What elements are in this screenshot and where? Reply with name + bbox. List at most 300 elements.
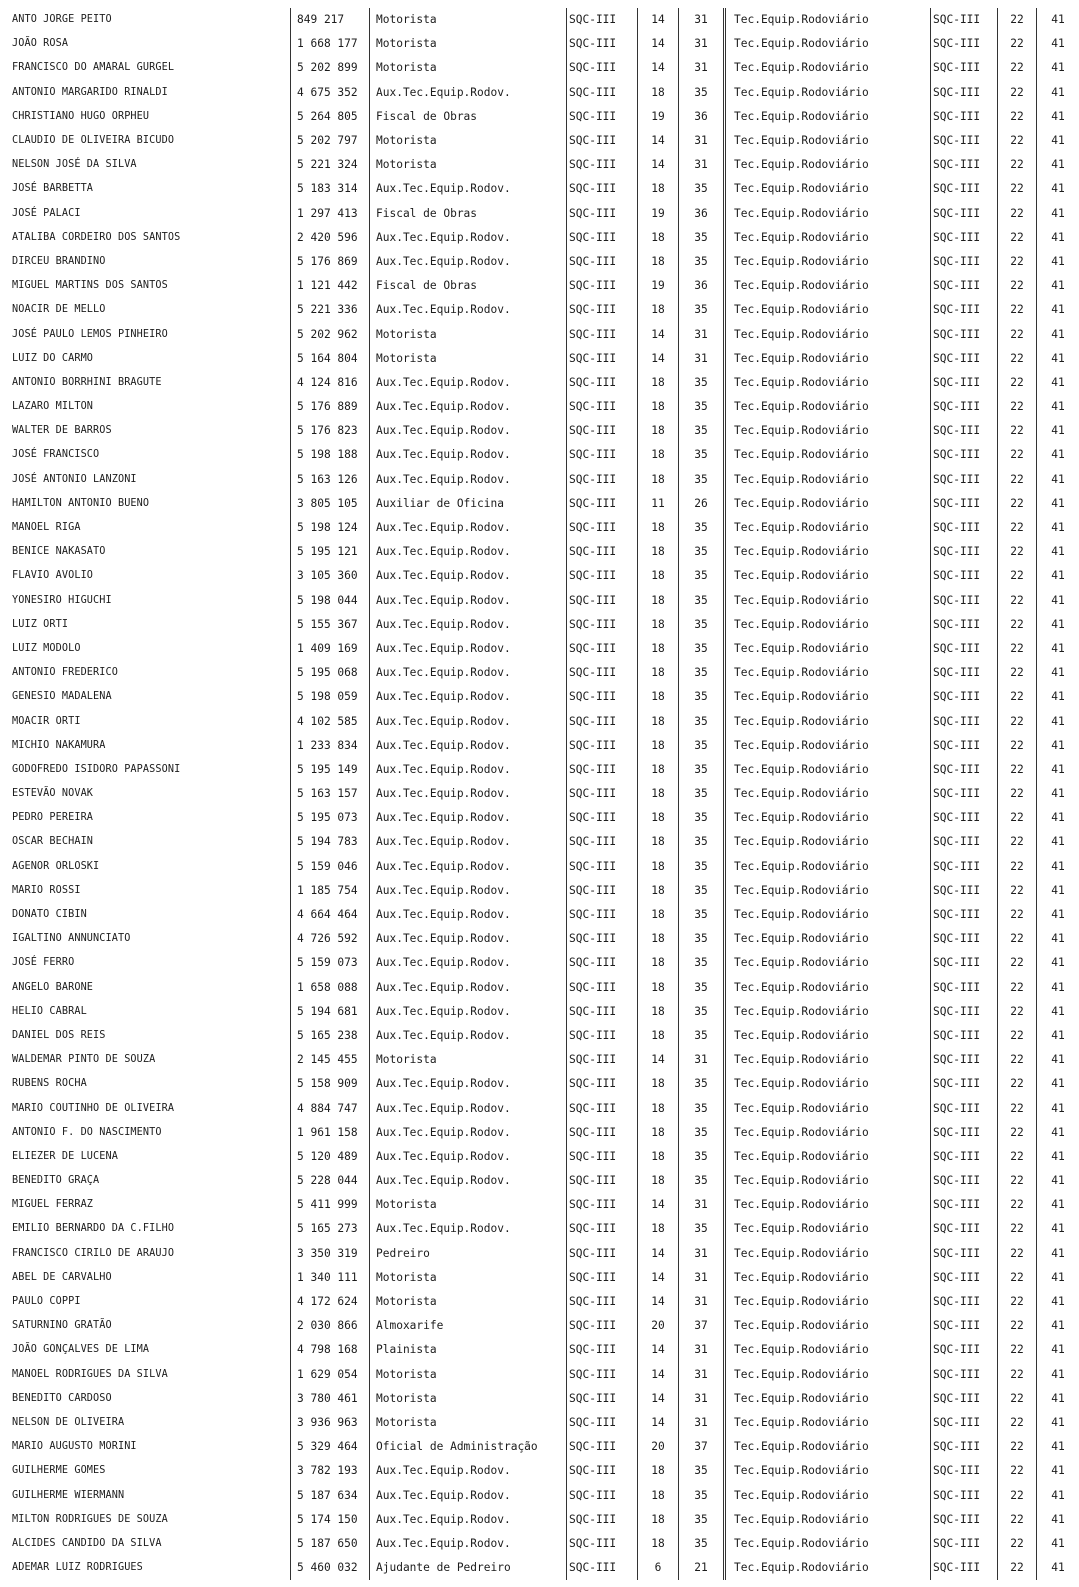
new-level: 41 — [1037, 637, 1079, 661]
current-level: 35 — [679, 806, 725, 830]
current-position: Aux.Tec.Equip.Rodov. — [370, 1000, 567, 1024]
new-position: Tec.Equip.Rodoviário — [725, 1169, 931, 1193]
current-table-ref: SQC-III — [567, 1556, 638, 1580]
new-level: 41 — [1037, 903, 1079, 927]
new-table-ref: SQC-III — [931, 177, 998, 201]
new-position: Tec.Equip.Rodoviário — [725, 1338, 931, 1362]
new-table-ref: SQC-III — [931, 347, 998, 371]
new-grade: 22 — [998, 492, 1037, 516]
current-position: Aux.Tec.Equip.Rodov. — [370, 855, 567, 879]
current-level: 35 — [679, 1483, 725, 1507]
new-level: 41 — [1037, 1169, 1079, 1193]
registration-number: 5 198 188 — [291, 443, 370, 467]
new-position: Tec.Equip.Rodoviário — [725, 274, 931, 298]
new-position: Tec.Equip.Rodoviário — [725, 8, 931, 32]
current-level: 35 — [679, 468, 725, 492]
current-position: Aux.Tec.Equip.Rodov. — [370, 879, 567, 903]
new-table-ref: SQC-III — [931, 395, 998, 419]
new-position: Tec.Equip.Rodoviário — [725, 1217, 931, 1241]
servant-name: ANTONIO FREDERICO — [12, 667, 118, 679]
current-level: 36 — [679, 202, 725, 226]
new-table-ref: SQC-III — [931, 951, 998, 975]
current-level: 31 — [679, 153, 725, 177]
current-level: 35 — [679, 1508, 725, 1532]
table-row — [0, 274, 1079, 298]
registration-number: 1 233 834 — [291, 734, 370, 758]
new-grade: 22 — [998, 1193, 1037, 1217]
new-table-ref: SQC-III — [931, 1363, 998, 1387]
current-table-ref: SQC-III — [567, 540, 638, 564]
new-grade: 22 — [998, 443, 1037, 467]
new-level: 41 — [1037, 298, 1079, 322]
current-table-ref: SQC-III — [567, 1242, 638, 1266]
current-position: Aux.Tec.Equip.Rodov. — [370, 709, 567, 733]
registration-number: 5 183 314 — [291, 177, 370, 201]
current-grade: 18 — [638, 855, 679, 879]
current-position: Aux.Tec.Equip.Rodov. — [370, 1217, 567, 1241]
servant-name: MILTON RODRIGUES DE SOUZA — [12, 1513, 168, 1525]
current-table-ref: SQC-III — [567, 419, 638, 443]
current-position: Aux.Tec.Equip.Rodov. — [370, 1508, 567, 1532]
current-table-ref: SQC-III — [567, 81, 638, 105]
current-grade: 18 — [638, 1508, 679, 1532]
new-grade: 22 — [998, 1314, 1037, 1338]
current-level: 35 — [679, 419, 725, 443]
servant-name: AGENOR ORLOSKI — [12, 860, 100, 872]
current-position: Aux.Tec.Equip.Rodov. — [370, 782, 567, 806]
current-grade: 18 — [638, 395, 679, 419]
current-grade: 18 — [638, 758, 679, 782]
new-table-ref: SQC-III — [931, 685, 998, 709]
current-level: 35 — [679, 1145, 725, 1169]
new-grade: 22 — [998, 1508, 1037, 1532]
current-level: 21 — [679, 1556, 725, 1580]
current-table-ref: SQC-III — [567, 564, 638, 588]
new-grade: 22 — [998, 903, 1037, 927]
current-grade: 14 — [638, 1048, 679, 1072]
current-level: 31 — [679, 1193, 725, 1217]
current-position: Motorista — [370, 1048, 567, 1072]
registration-number: 5 164 804 — [291, 347, 370, 371]
new-position: Tec.Equip.Rodoviário — [725, 879, 931, 903]
current-grade: 18 — [638, 1072, 679, 1096]
current-grade: 19 — [638, 105, 679, 129]
servant-name: JOSÉ FRANCISCO — [12, 449, 100, 461]
current-level: 31 — [679, 1048, 725, 1072]
registration-number: 5 155 367 — [291, 613, 370, 637]
current-level: 36 — [679, 105, 725, 129]
table-row — [0, 1217, 1079, 1241]
registration-number: 3 782 193 — [291, 1459, 370, 1483]
new-table-ref: SQC-III — [931, 1387, 998, 1411]
new-position: Tec.Equip.Rodoviário — [725, 589, 931, 613]
current-grade: 14 — [638, 8, 679, 32]
current-level: 35 — [679, 1169, 725, 1193]
current-level: 35 — [679, 709, 725, 733]
current-grade: 19 — [638, 274, 679, 298]
current-position: Motorista — [370, 56, 567, 80]
current-grade: 18 — [638, 177, 679, 201]
current-table-ref: SQC-III — [567, 879, 638, 903]
current-table-ref: SQC-III — [567, 298, 638, 322]
new-position: Tec.Equip.Rodoviário — [725, 226, 931, 250]
registration-number: 4 664 464 — [291, 903, 370, 927]
new-level: 41 — [1037, 1217, 1079, 1241]
current-table-ref: SQC-III — [567, 443, 638, 467]
new-position: Tec.Equip.Rodoviário — [725, 1459, 931, 1483]
new-grade: 22 — [998, 1024, 1037, 1048]
servant-name: GENESIO MADALENA — [12, 691, 112, 703]
new-level: 41 — [1037, 492, 1079, 516]
current-table-ref: SQC-III — [567, 927, 638, 951]
current-grade: 14 — [638, 1363, 679, 1387]
table-row — [0, 1387, 1079, 1411]
new-table-ref: SQC-III — [931, 589, 998, 613]
current-table-ref: SQC-III — [567, 177, 638, 201]
servant-name: FRANCISCO CIRILO DE ARAUJO — [12, 1247, 175, 1259]
servant-name: YONESIRO HIGUCHI — [12, 594, 112, 606]
servant-name: MIGUEL MARTINS DOS SANTOS — [12, 280, 168, 292]
table-row — [0, 1459, 1079, 1483]
new-table-ref: SQC-III — [931, 1532, 998, 1556]
table-row — [0, 879, 1079, 903]
new-level: 41 — [1037, 1556, 1079, 1580]
new-level: 41 — [1037, 153, 1079, 177]
servant-name: MIGUEL FERRAZ — [12, 1199, 94, 1211]
current-position: Almoxarife — [370, 1314, 567, 1338]
table-row — [0, 1266, 1079, 1290]
new-position: Tec.Equip.Rodoviário — [725, 1556, 931, 1580]
current-level: 35 — [679, 1459, 725, 1483]
servant-name: CHRISTIANO HUGO ORPHEU — [12, 110, 150, 122]
current-table-ref: SQC-III — [567, 250, 638, 274]
new-table-ref: SQC-III — [931, 202, 998, 226]
servant-name: JOSÉ BARBETTA — [12, 183, 94, 195]
new-table-ref: SQC-III — [931, 1096, 998, 1120]
new-grade: 22 — [998, 1459, 1037, 1483]
registration-number: 5 202 899 — [291, 56, 370, 80]
new-table-ref: SQC-III — [931, 758, 998, 782]
registration-number: 5 194 681 — [291, 1000, 370, 1024]
new-position: Tec.Equip.Rodoviário — [725, 153, 931, 177]
registration-number: 1 409 169 — [291, 637, 370, 661]
new-level: 41 — [1037, 274, 1079, 298]
new-table-ref: SQC-III — [931, 468, 998, 492]
servant-name: ANTONIO BORRHINI BRAGUTE — [12, 376, 162, 388]
new-position: Tec.Equip.Rodoviário — [725, 322, 931, 346]
servant-name: WALTER DE BARROS — [12, 425, 112, 437]
new-grade: 22 — [998, 153, 1037, 177]
table-row — [0, 347, 1079, 371]
new-grade: 22 — [998, 1290, 1037, 1314]
new-grade: 22 — [998, 1242, 1037, 1266]
current-position: Aux.Tec.Equip.Rodov. — [370, 516, 567, 540]
current-table-ref: SQC-III — [567, 1508, 638, 1532]
current-table-ref: SQC-III — [567, 395, 638, 419]
current-position: Aux.Tec.Equip.Rodov. — [370, 903, 567, 927]
new-grade: 22 — [998, 1000, 1037, 1024]
servant-name: FRANCISCO DO AMARAL GURGEL — [12, 62, 175, 74]
new-grade: 22 — [998, 782, 1037, 806]
new-position: Tec.Equip.Rodoviário — [725, 734, 931, 758]
servant-name: BENICE NAKASATO — [12, 546, 106, 558]
current-grade: 18 — [638, 613, 679, 637]
new-position: Tec.Equip.Rodoviário — [725, 782, 931, 806]
servant-name: GUILHERME WIERMANN — [12, 1489, 125, 1501]
table-row — [0, 1532, 1079, 1556]
new-table-ref: SQC-III — [931, 516, 998, 540]
new-level: 41 — [1037, 613, 1079, 637]
new-table-ref: SQC-III — [931, 1483, 998, 1507]
current-level: 35 — [679, 758, 725, 782]
new-level: 41 — [1037, 758, 1079, 782]
new-level: 41 — [1037, 879, 1079, 903]
registration-number: 5 411 999 — [291, 1193, 370, 1217]
registration-number: 5 195 149 — [291, 758, 370, 782]
current-position: Aux.Tec.Equip.Rodov. — [370, 685, 567, 709]
current-level: 35 — [679, 830, 725, 854]
registration-number: 5 198 124 — [291, 516, 370, 540]
new-table-ref: SQC-III — [931, 830, 998, 854]
current-table-ref: SQC-III — [567, 1048, 638, 1072]
current-table-ref: SQC-III — [567, 951, 638, 975]
current-table-ref: SQC-III — [567, 129, 638, 153]
current-position: Motorista — [370, 1193, 567, 1217]
current-grade: 19 — [638, 202, 679, 226]
new-position: Tec.Equip.Rodoviário — [725, 903, 931, 927]
current-level: 31 — [679, 347, 725, 371]
current-grade: 18 — [638, 1024, 679, 1048]
table-row — [0, 855, 1079, 879]
table-row — [0, 1242, 1079, 1266]
servant-name: ESTEVÃO NOVAK — [12, 788, 94, 800]
new-table-ref: SQC-III — [931, 105, 998, 129]
registration-number: 4 124 816 — [291, 371, 370, 395]
current-grade: 18 — [638, 782, 679, 806]
current-grade: 18 — [638, 1145, 679, 1169]
servant-name: NELSON DE OLIVEIRA — [12, 1416, 125, 1428]
current-table-ref: SQC-III — [567, 1121, 638, 1145]
new-level: 41 — [1037, 1387, 1079, 1411]
current-position: Motorista — [370, 8, 567, 32]
current-level: 35 — [679, 589, 725, 613]
registration-number: 849 217 — [291, 8, 370, 32]
new-position: Tec.Equip.Rodoviário — [725, 32, 931, 56]
new-level: 41 — [1037, 1363, 1079, 1387]
servant-name: ANTONIO MARGARIDO RINALDI — [12, 86, 168, 98]
current-table-ref: SQC-III — [567, 1435, 638, 1459]
new-table-ref: SQC-III — [931, 1024, 998, 1048]
new-table-ref: SQC-III — [931, 1145, 998, 1169]
current-grade: 18 — [638, 443, 679, 467]
new-level: 41 — [1037, 8, 1079, 32]
servant-name: IGALTINO ANNUNCIATO — [12, 933, 131, 945]
registration-number: 5 202 962 — [291, 322, 370, 346]
current-position: Ajudante de Pedreiro — [370, 1556, 567, 1580]
new-table-ref: SQC-III — [931, 1242, 998, 1266]
servant-name: DONATO CIBIN — [12, 909, 87, 921]
servant-name: JOÃO ROSA — [12, 38, 69, 50]
new-position: Tec.Equip.Rodoviário — [725, 1072, 931, 1096]
new-level: 41 — [1037, 322, 1079, 346]
new-table-ref: SQC-III — [931, 1217, 998, 1241]
registration-number: 1 658 088 — [291, 976, 370, 1000]
registration-number: 3 350 319 — [291, 1242, 370, 1266]
table-row — [0, 1314, 1079, 1338]
servant-name: PEDRO PEREIRA — [12, 812, 94, 824]
new-table-ref: SQC-III — [931, 1435, 998, 1459]
new-grade: 22 — [998, 637, 1037, 661]
table-row — [0, 1072, 1079, 1096]
new-position: Tec.Equip.Rodoviário — [725, 540, 931, 564]
registration-number: 5 187 634 — [291, 1483, 370, 1507]
servant-name: BENEDITO CARDOSO — [12, 1392, 112, 1404]
registration-number: 5 163 126 — [291, 468, 370, 492]
table-row — [0, 1121, 1079, 1145]
servant-name: GODOFREDO ISIDORO PAPASSONI — [12, 763, 181, 775]
registration-number: 1 340 111 — [291, 1266, 370, 1290]
current-grade: 11 — [638, 492, 679, 516]
new-level: 41 — [1037, 443, 1079, 467]
current-level: 35 — [679, 1024, 725, 1048]
new-position: Tec.Equip.Rodoviário — [725, 1532, 931, 1556]
registration-number: 5 176 889 — [291, 395, 370, 419]
current-level: 35 — [679, 637, 725, 661]
new-table-ref: SQC-III — [931, 734, 998, 758]
current-position: Motorista — [370, 1363, 567, 1387]
servant-name: MANOEL RODRIGUES DA SILVA — [12, 1368, 168, 1380]
new-grade: 22 — [998, 1048, 1037, 1072]
new-position: Tec.Equip.Rodoviário — [725, 1266, 931, 1290]
new-level: 41 — [1037, 250, 1079, 274]
table-row — [0, 1000, 1079, 1024]
new-position: Tec.Equip.Rodoviário — [725, 613, 931, 637]
new-grade: 22 — [998, 1411, 1037, 1435]
table-row — [0, 1508, 1079, 1532]
current-position: Motorista — [370, 32, 567, 56]
current-level: 31 — [679, 1266, 725, 1290]
servant-name: ELIEZER DE LUCENA — [12, 1150, 118, 1162]
current-table-ref: SQC-III — [567, 734, 638, 758]
current-level: 31 — [679, 129, 725, 153]
registration-number: 4 798 168 — [291, 1338, 370, 1362]
new-level: 41 — [1037, 202, 1079, 226]
servant-name: HAMILTON ANTONIO BUENO — [12, 497, 150, 509]
current-position: Aux.Tec.Equip.Rodov. — [370, 661, 567, 685]
servant-name: JOSÉ PAULO LEMOS PINHEIRO — [12, 328, 168, 340]
new-level: 41 — [1037, 1024, 1079, 1048]
current-level: 31 — [679, 1338, 725, 1362]
registration-number: 4 884 747 — [291, 1096, 370, 1120]
new-table-ref: SQC-III — [931, 226, 998, 250]
current-level: 35 — [679, 734, 725, 758]
new-level: 41 — [1037, 1072, 1079, 1096]
current-table-ref: SQC-III — [567, 613, 638, 637]
new-position: Tec.Equip.Rodoviário — [725, 1048, 931, 1072]
current-level: 31 — [679, 32, 725, 56]
new-level: 41 — [1037, 1121, 1079, 1145]
new-grade: 22 — [998, 976, 1037, 1000]
registration-number: 5 176 823 — [291, 419, 370, 443]
current-grade: 14 — [638, 153, 679, 177]
new-grade: 22 — [998, 540, 1037, 564]
new-table-ref: SQC-III — [931, 1556, 998, 1580]
current-table-ref: SQC-III — [567, 153, 638, 177]
new-level: 41 — [1037, 564, 1079, 588]
servant-name: ANTONIO F. DO NASCIMENTO — [12, 1126, 162, 1138]
current-position: Aux.Tec.Equip.Rodov. — [370, 540, 567, 564]
current-table-ref: SQC-III — [567, 1145, 638, 1169]
new-position: Tec.Equip.Rodoviário — [725, 419, 931, 443]
registration-number: 5 264 805 — [291, 105, 370, 129]
current-grade: 18 — [638, 540, 679, 564]
current-table-ref: SQC-III — [567, 709, 638, 733]
registration-number: 5 460 032 — [291, 1556, 370, 1580]
new-grade: 22 — [998, 1121, 1037, 1145]
new-table-ref: SQC-III — [931, 637, 998, 661]
current-position: Aux.Tec.Equip.Rodov. — [370, 250, 567, 274]
current-position: Aux.Tec.Equip.Rodov. — [370, 81, 567, 105]
servant-name: NELSON JOSÉ DA SILVA — [12, 159, 137, 171]
table-row — [0, 830, 1079, 854]
new-table-ref: SQC-III — [931, 709, 998, 733]
current-grade: 14 — [638, 1290, 679, 1314]
current-table-ref: SQC-III — [567, 903, 638, 927]
new-grade: 22 — [998, 758, 1037, 782]
current-level: 31 — [679, 56, 725, 80]
new-grade: 22 — [998, 32, 1037, 56]
new-grade: 22 — [998, 274, 1037, 298]
current-position: Motorista — [370, 347, 567, 371]
servant-name: MICHIO NAKAMURA — [12, 739, 106, 751]
new-level: 41 — [1037, 1508, 1079, 1532]
new-level: 41 — [1037, 927, 1079, 951]
current-level: 35 — [679, 1217, 725, 1241]
current-grade: 18 — [638, 927, 679, 951]
new-level: 41 — [1037, 782, 1079, 806]
new-position: Tec.Equip.Rodoviário — [725, 56, 931, 80]
current-table-ref: SQC-III — [567, 105, 638, 129]
new-level: 41 — [1037, 1532, 1079, 1556]
new-table-ref: SQC-III — [931, 1048, 998, 1072]
new-level: 41 — [1037, 709, 1079, 733]
current-position: Fiscal de Obras — [370, 105, 567, 129]
current-level: 31 — [679, 322, 725, 346]
new-position: Tec.Equip.Rodoviário — [725, 298, 931, 322]
current-position: Motorista — [370, 1266, 567, 1290]
table-row — [0, 250, 1079, 274]
current-level: 35 — [679, 976, 725, 1000]
current-grade: 14 — [638, 322, 679, 346]
current-level: 35 — [679, 903, 725, 927]
new-grade: 22 — [998, 177, 1037, 201]
new-grade: 22 — [998, 1145, 1037, 1169]
table-row — [0, 951, 1079, 975]
current-position: Motorista — [370, 153, 567, 177]
current-grade: 18 — [638, 1169, 679, 1193]
current-table-ref: SQC-III — [567, 1483, 638, 1507]
new-grade: 22 — [998, 516, 1037, 540]
current-position: Motorista — [370, 129, 567, 153]
table-row — [0, 1193, 1079, 1217]
new-position: Tec.Equip.Rodoviário — [725, 1000, 931, 1024]
current-table-ref: SQC-III — [567, 1290, 638, 1314]
servant-name: MARIO COUTINHO DE OLIVEIRA — [12, 1102, 175, 1114]
new-position: Tec.Equip.Rodoviário — [725, 830, 931, 854]
new-position: Tec.Equip.Rodoviário — [725, 371, 931, 395]
new-grade: 22 — [998, 685, 1037, 709]
new-table-ref: SQC-III — [931, 976, 998, 1000]
